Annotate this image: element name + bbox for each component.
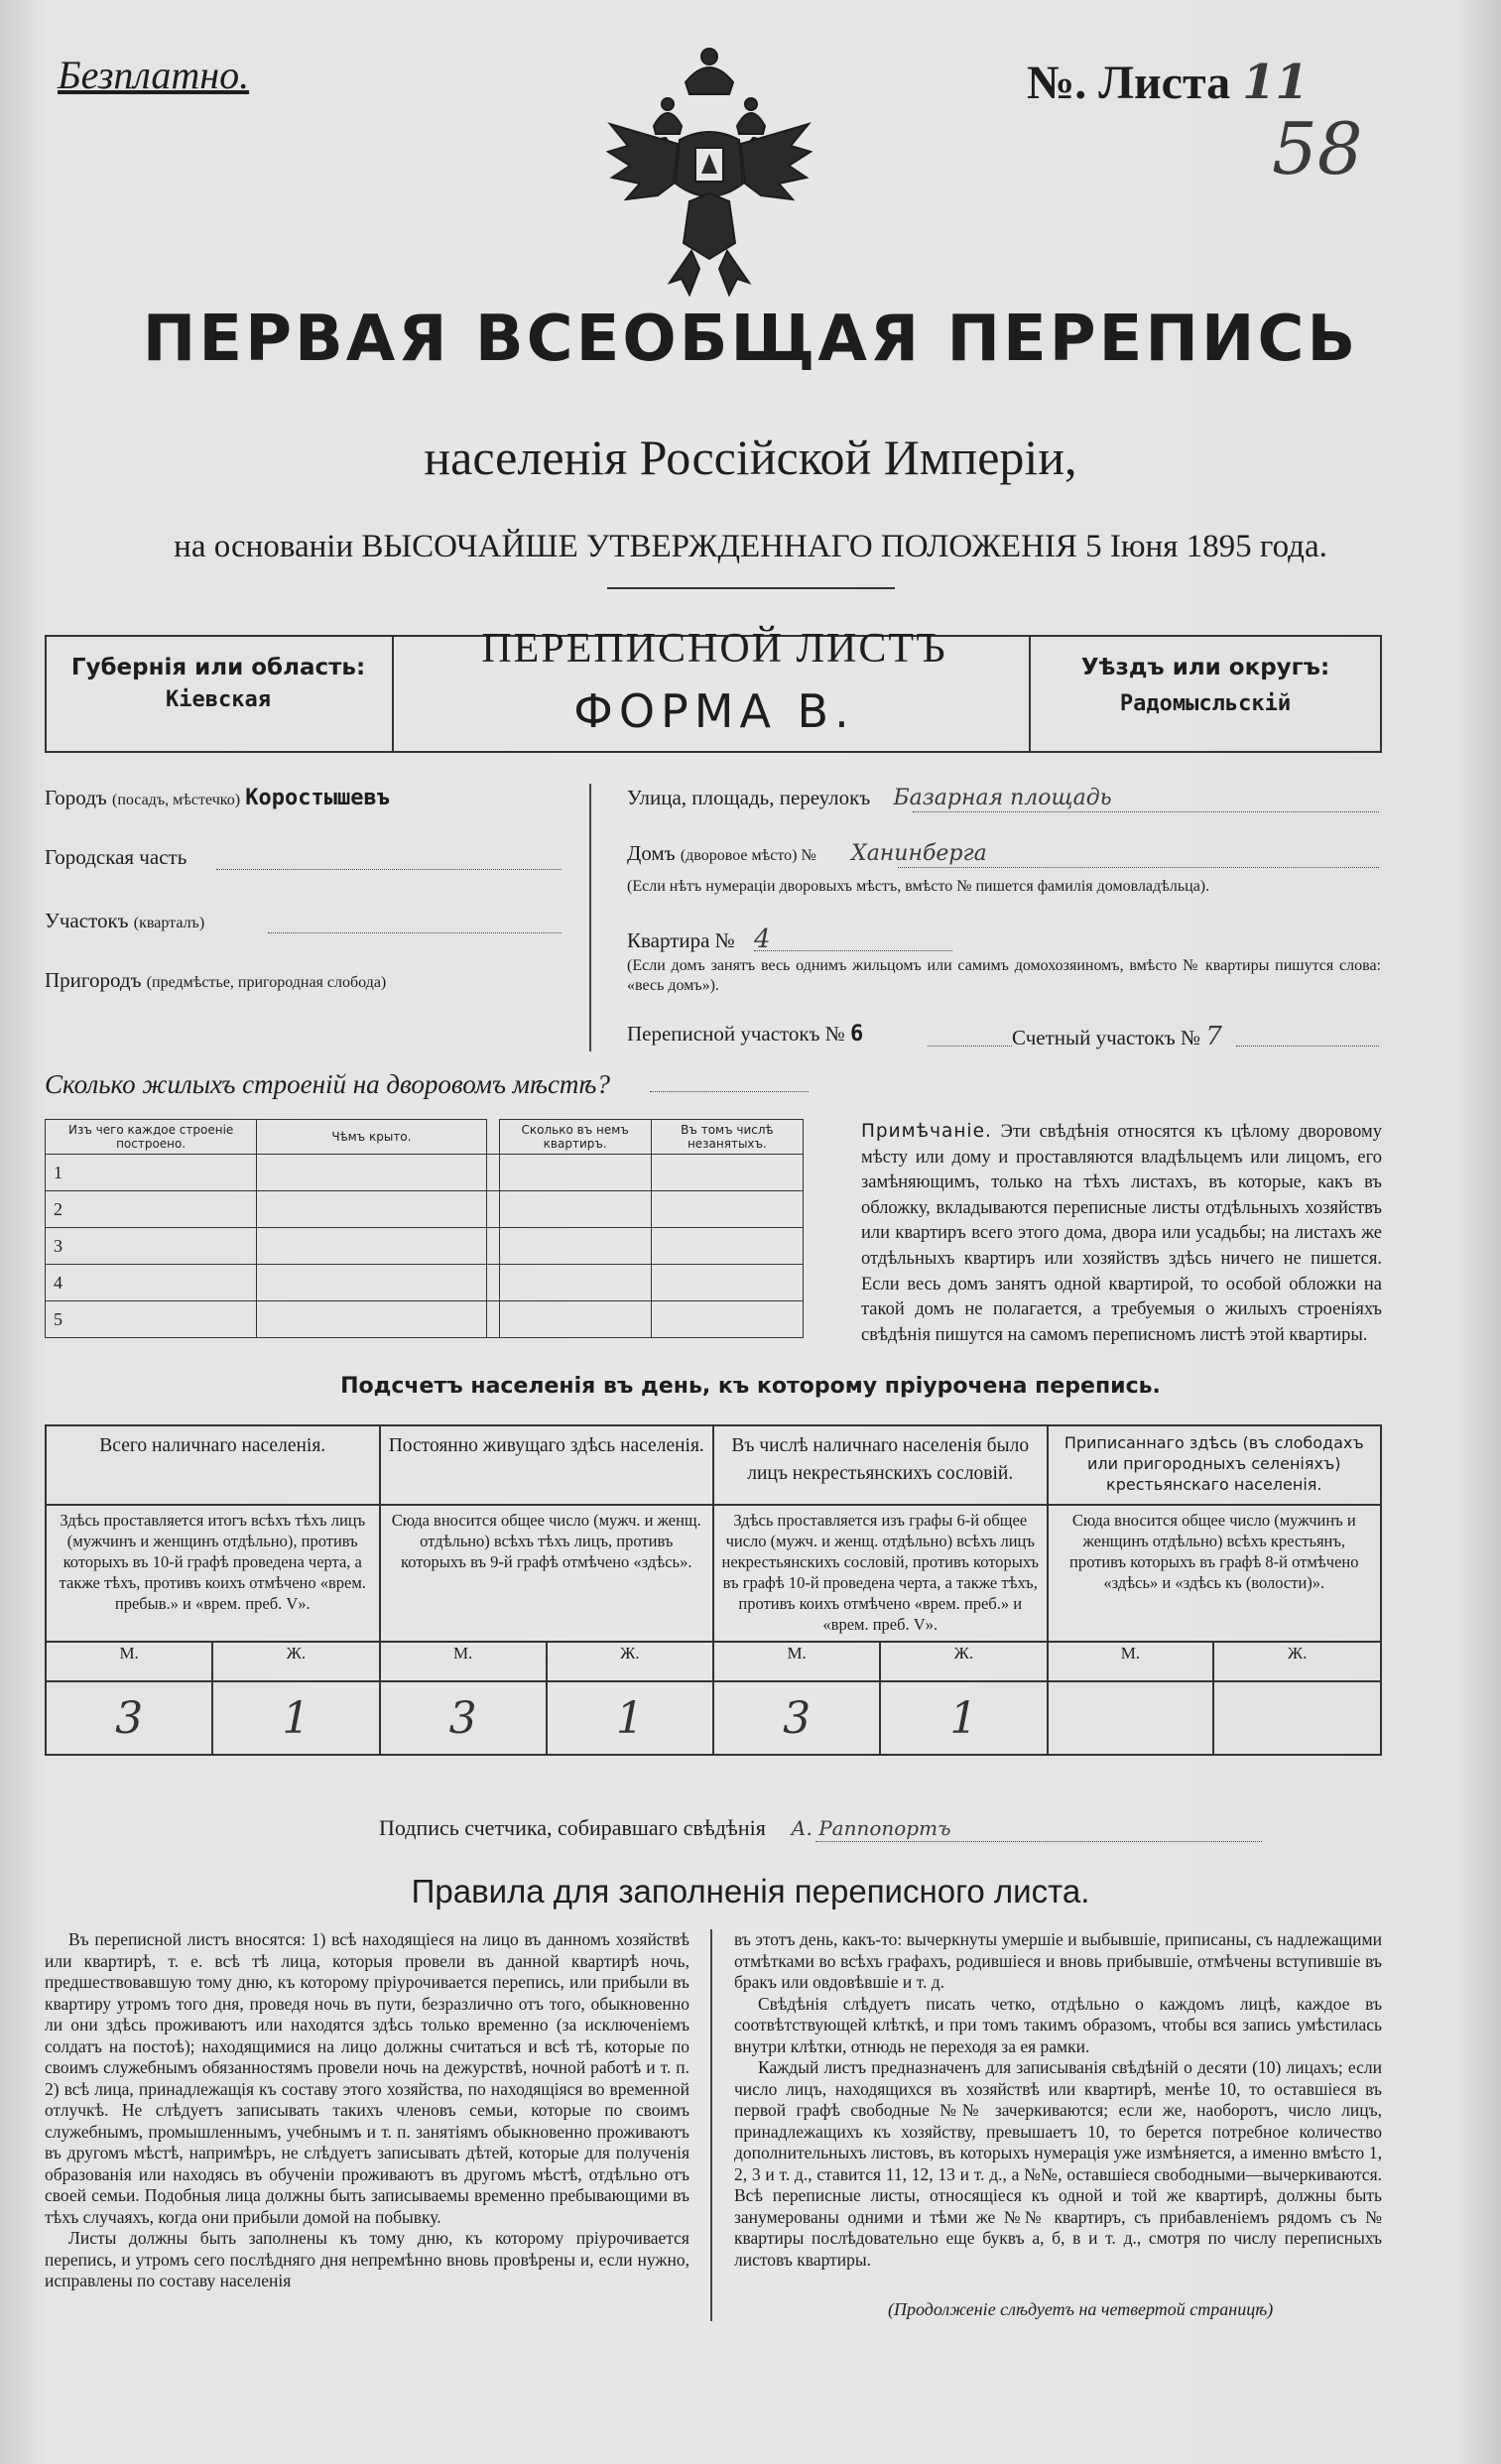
city-part-line — [216, 869, 562, 870]
population-caption: Подсчетъ населенія въ день, къ которому пріурочена перепись. — [340, 1374, 1161, 1399]
buildings-line — [650, 1091, 809, 1092]
count-section-value: 7 — [1205, 1022, 1222, 1051]
table-cell — [499, 1155, 651, 1191]
house-line — [898, 867, 1379, 868]
table-cell — [651, 1155, 803, 1191]
male-header: М. — [713, 1642, 880, 1681]
total-female-value: 1 — [212, 1681, 379, 1755]
row-number: 5 — [46, 1301, 257, 1338]
permanent-male-value: 3 — [380, 1681, 547, 1755]
table-gap — [486, 1155, 499, 1191]
census-section-field — [627, 1022, 863, 1047]
census-section-label: Переписной участокъ № — [627, 1022, 845, 1046]
apartment-field — [627, 924, 771, 954]
rules-paragraph: Свѣдѣнія слѣдуетъ писать четко, отдѣльно о каждомъ лицѣ, каждое въ соотвѣтствующей клѣткѣ, и при томъ такимъ образомъ, чтобы вся запись умѣстилась внутри клѣтки, отнюдь не переходя за ея рамки. — [734, 1993, 1382, 2056]
rules-paragraph: въ этотъ день, какъ-то: вычеркнуты умершіе и выбывшіе, приписаны, съ надлежащими отмѣтками во всѣхъ графахъ, родившіеся и вновь прибывшіе, отмѣчены вступившіе въ бракъ или овдовѣвшіе и т. д. — [734, 1929, 1382, 1992]
province-value: Кіевская — [166, 687, 271, 712]
street-value: Базарная площадь — [893, 786, 1112, 810]
row-number: 4 — [46, 1265, 257, 1301]
rules-paragraph: Въ переписной листъ вносятся: 1) всѣ находящіеся на лицо въ данномъ хозяйствѣ или квартирѣ, т. е. всѣ тѣ лица, которыя провели въ данной квартирѣ ночь, предшествовавшую тому дню, къ которому пріурочивается перепись, или прибыли въ квартиру утромъ того дня, проведя ночь въ пути, безразлично отъ того, обыкновенно ли они здѣсь проживаютъ или находятся здѣсь только временно (за исключеніемъ солдатъ на постоѣ); находящимися на лицо должны считаться и всѣ тѣ, которые по своимъ служебнымъ обязанностямъ провели ночь на дежурствѣ, ночной работѣ и т. п. 2) всѣ лица, принадлежащія къ составу этого хозяйства, по находящіяся во временной отлучкѣ. Не слѣдуетъ записывать такихъ членовъ семьи, которые по своимъ служебнымъ, промышленнымъ, учебнымъ и т. п. занятіямъ обыкновенно проживаютъ въ другомъ мѣстѣ, напримѣръ, не слѣдуетъ записывать дѣтей, которые для полученія образованія или находясь въ обученіи проживаютъ въ другомъ мѣстѣ, отдѣльно отъ своей семьи. Подобныя лица должны быть записываемы временно пребывающими въ тѣхъ случаяхъ, когда они прибыли домой на побывку. — [45, 1929, 689, 2227]
house-note: (Если нѣтъ нумераціи дворовыхъ мѣстъ, вмѣсто № пишется фамилія домовладѣльца). — [627, 878, 1210, 895]
table-cell — [499, 1301, 651, 1338]
sheet-number — [1027, 55, 1309, 110]
sheet-number-label: №. Листа — [1027, 57, 1231, 109]
district-label: Уѣздъ или округъ: — [1080, 655, 1330, 680]
apartment-line — [754, 950, 952, 951]
row-number: 1 — [46, 1155, 257, 1191]
permanent-population-desc: Сюда вносится общее число (мужч. и женщ. отдѣльно) всѣхъ тѣхъ лицъ, противъ которыхъ въ 9-й графѣ отмѣчено «здѣсь». — [380, 1505, 714, 1642]
precinct-label: Участокъ — [45, 909, 129, 932]
enumerator-signature — [379, 1815, 950, 1841]
table-gap — [486, 1120, 499, 1155]
row-number: 2 — [46, 1191, 257, 1228]
house-hint: (дворовое мѣсто) № — [680, 847, 816, 864]
peasant-female-value — [1213, 1681, 1381, 1755]
table-cell — [499, 1228, 651, 1265]
table-cell — [257, 1155, 486, 1191]
table-gap — [486, 1265, 499, 1301]
table-row — [46, 1265, 804, 1301]
census-subtitle: населенія Россійской Имперіи, — [424, 430, 1077, 485]
page-number-handwritten: 58 — [1272, 107, 1363, 190]
non-peasant-female-value: 1 — [880, 1681, 1047, 1755]
divider — [607, 587, 895, 589]
form-title: ПЕРЕПИСНОЙ ЛИСТЪ — [481, 626, 947, 672]
count-section-field — [1012, 1022, 1222, 1051]
form-letter: ФОРМА В. — [573, 684, 855, 738]
table-row — [46, 1191, 804, 1228]
note-text: Эти свѣдѣнія относятся къ цѣлому дворовому мѣсту или дому и проставляются владѣльцемъ или лицомъ, его замѣняющимъ, только на тѣхъ листахъ, въ которые, какъ въ обложку, вкладываются переписные листы отдѣльныхъ хозяйствъ или квартиръ всего этого дома, двора или усадьбы; на листахъ же отдѣльныхъ квартиръ или хозяйствъ здѣсь ничего не пишется. Если весь домъ занятъ одной квартирой, то особой обложки на такой домъ не полагается, а требуемыя о жилыхъ строеніяхъ свѣдѣнія пишутся на самомъ переписномъ листѣ этой квартиры. — [861, 1122, 1382, 1345]
rules-right-column — [734, 1929, 1382, 2271]
table-cell — [651, 1265, 803, 1301]
total-population-head: Всего наличнаго населенія. — [46, 1425, 380, 1505]
precinct-line — [268, 932, 562, 933]
province-label: Губернія или область: — [70, 655, 366, 680]
table-cell — [651, 1191, 803, 1228]
male-header: М. — [46, 1642, 212, 1681]
total-male-value: 3 — [46, 1681, 212, 1755]
female-header: Ж. — [880, 1642, 1047, 1681]
table-cell — [257, 1191, 486, 1228]
free-of-charge-label: Безплатно. — [58, 53, 250, 97]
note-heading: Примѣчаніе. — [861, 1121, 992, 1142]
table-cell — [499, 1191, 651, 1228]
frame-edge — [45, 635, 47, 753]
rules-left-column — [45, 1929, 689, 2292]
table-row — [46, 1301, 804, 1338]
rules-paragraph: Каждый листъ предназначенъ для записыванія свѣдѣній о десяти (10) лицахъ; если число лицъ, находящихся въ хозяйствѣ или квартирѣ, менѣе 10, то оставшіеся въ первой графѣ свободные №№ зачеркиваются; если же, наоборотъ, число лицъ, принадлежащихъ къ хозяйству, превышаетъ 10, то берется потребное количество дополнительныхъ листовъ, въ которыхъ нумерація уже измѣняется, а именно вмѣсто 1, 2, 3 и т. д., ставится 11, 12, 13 и т. д., а №№, оставшіеся свободными—вычеркиваются. Всѣ переписные листы, относящіеся къ одной и той же квартирѣ, должны быть занумерованы одними и тѣми же №№ квартиръ, съ прибавленіемъ рядомъ съ № квартиры послѣдовательно еще буквъ а, б, в и т. д., смотря по числу переписныхъ листовъ квартиры. — [734, 2057, 1382, 2270]
city-value: Коростышевъ — [245, 786, 390, 810]
count-section-line — [1236, 1046, 1379, 1047]
table-gap — [486, 1191, 499, 1228]
male-header: М. — [1048, 1642, 1214, 1681]
city-hint: (посадъ, мѣстечко) — [111, 792, 241, 808]
precinct-field — [45, 909, 204, 933]
sheet-number-value: 11 — [1242, 55, 1309, 110]
buildings-table — [45, 1119, 804, 1338]
table-cell — [651, 1301, 803, 1338]
street-line — [913, 811, 1379, 812]
buildings-col-material: Изъ чего каждое строеніе построено. — [46, 1120, 257, 1155]
rules-continued: (Продолженіе слѣдуетъ на четвертой страницѣ) — [888, 2299, 1274, 2319]
apartment-note: (Если домъ занятъ весь однимъ жильцомъ или самимъ домохозяиномъ, вмѣсто № квартиры пишутся слова: «весь домъ»). — [627, 957, 1381, 994]
buildings-note — [861, 1119, 1382, 1348]
census-title: ПЕРВАЯ ВСЕОБЩАЯ ПЕРЕПИСЬ — [142, 303, 1359, 376]
table-cell — [257, 1301, 486, 1338]
census-basis: на основаніи ВЫСОЧАЙШЕ УТВЕРЖДЕННАГО ПОЛОЖЕНІЯ 5 Іюня 1895 года. — [174, 529, 1327, 564]
rules-paragraph: Листы должны быть заполнены къ тому дню, къ которому пріурочивается перепись, и утромъ сего послѣдняго дня непремѣнно вновь провѣрены и, если нужно, исправлены по составу населенія — [45, 2228, 689, 2290]
table-row — [46, 1155, 804, 1191]
buildings-question: Сколько жилыхъ строеній на дворовомъ мѣстѣ? — [45, 1069, 610, 1099]
female-header: Ж. — [547, 1642, 713, 1681]
total-population-desc: Здѣсь проставляется итогъ всѣхъ тѣхъ лицъ (мужчинъ и женщинъ отдѣльно), противъ которыхъ въ 10-й графѣ проведена черта, а также тѣхъ, противъ коихъ отмѣчено «врем. пребыв.» и «врем. преб. V». — [46, 1505, 380, 1642]
suburb-label: Пригородъ — [45, 968, 142, 992]
house-field — [627, 841, 987, 866]
table-cell — [499, 1265, 651, 1301]
census-section-value: 6 — [850, 1022, 864, 1047]
non-peasant-male-value: 3 — [713, 1681, 880, 1755]
city-label: Городъ — [45, 786, 107, 809]
table-cell — [257, 1265, 486, 1301]
field-divider — [589, 784, 591, 1051]
apartment-label: Квартира № — [627, 928, 735, 952]
peasant-population-head: Приписаннаго здѣсь (въ слободахъ или пригородныхъ селеніяхъ) крестьянскаго населенія. — [1048, 1425, 1382, 1505]
suburb-field — [45, 968, 386, 993]
apartment-value: 4 — [753, 924, 771, 954]
street-label: Улица, площадь, переулокъ — [627, 786, 871, 809]
signature-line — [815, 1841, 1262, 1842]
table-cell — [257, 1228, 486, 1265]
city-part-field — [45, 845, 187, 870]
non-peasant-desc: Здѣсь проставляется изъ графы 6-й общее число (мужч. и женщ. отдѣльно) всѣхъ лицъ некрестьянскихъ сословій, противъ которыхъ въ графѣ 10-й проведена черта, а также тѣхъ, противъ коихъ отмѣчено «врем. преб.» и «врем. преб. V». — [713, 1505, 1048, 1642]
suburb-hint: (предмѣстье, пригородная слобода) — [146, 974, 387, 991]
population-table — [45, 1424, 1382, 1756]
city-field — [45, 786, 390, 810]
table-gap — [486, 1228, 499, 1265]
table-row — [46, 1228, 804, 1265]
house-value: Ханинберга — [851, 841, 987, 866]
rules-title: Правила для заполненія переписного листа. — [411, 1873, 1090, 1910]
permanent-female-value: 1 — [547, 1681, 713, 1755]
non-peasant-head: Въ числѣ наличнаго населенія было лицъ некрестьянскихъ сословій. — [713, 1425, 1048, 1505]
count-section-label: Счетный участокъ № — [1012, 1026, 1201, 1049]
column-divider — [710, 1929, 712, 2321]
buildings-col-vacant: Въ томъ числѣ незанятыхъ. — [651, 1120, 803, 1155]
row-number: 3 — [46, 1228, 257, 1265]
frame-edge — [1029, 635, 1031, 753]
buildings-col-apartments: Сколько въ немъ квартиръ. — [499, 1120, 651, 1155]
peasant-population-desc: Сюда вносится общее число (мужчинъ и женщинъ отдѣльно) всѣхъ крестьянъ, противъ которыхъ въ графѣ 8-й отмѣчено «здѣсь» и «здѣсь къ (волости)». — [1048, 1505, 1382, 1642]
table-cell — [651, 1228, 803, 1265]
district-value: Радомысльскій — [1119, 691, 1292, 716]
frame-edge — [392, 635, 394, 753]
imperial-eagle-icon — [600, 35, 818, 298]
city-part-label: Городская часть — [45, 845, 188, 869]
peasant-male-value — [1048, 1681, 1214, 1755]
permanent-population-head: Постоянно живущаго здѣсь населенія. — [380, 1425, 714, 1505]
street-field — [627, 786, 1112, 810]
female-header: Ж. — [212, 1642, 379, 1681]
precinct-hint: (кварталъ) — [133, 915, 205, 931]
table-gap — [486, 1301, 499, 1338]
female-header: Ж. — [1213, 1642, 1381, 1681]
buildings-col-roof: Чѣмъ крыто. — [257, 1120, 486, 1155]
male-header: М. — [380, 1642, 547, 1681]
census-section-line — [928, 1046, 1012, 1047]
house-label: Домъ — [627, 841, 676, 865]
signature-label: Подпись счетчика, собиравшаго свѣдѣнія — [379, 1815, 766, 1840]
signature-value: А. Раппопортъ — [791, 1816, 951, 1840]
frame-edge — [1380, 635, 1382, 753]
